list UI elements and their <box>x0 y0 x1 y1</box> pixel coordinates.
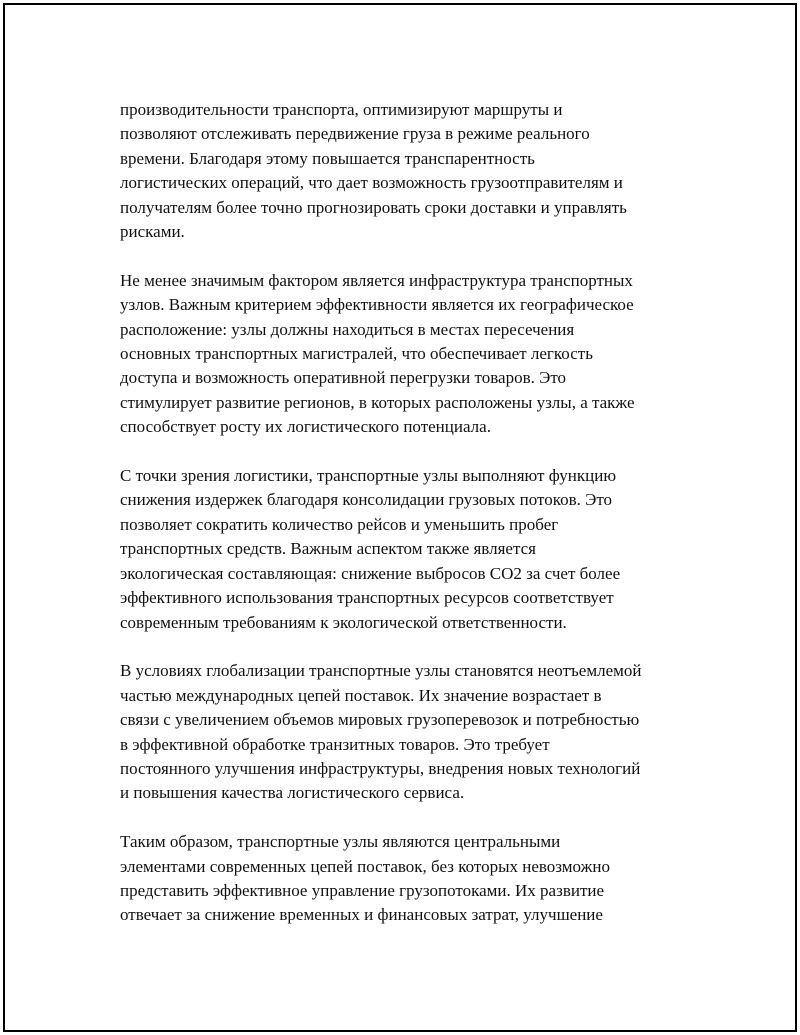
text-line: получателям более точно прогнозировать сроки доставки и управлять <box>120 197 627 217</box>
document-body <box>120 98 700 952</box>
text-line: современным требованиям к экологической ответственности. <box>120 612 567 632</box>
text-line: основных транспортных магистралей, что обеспечивает легкость <box>120 344 593 364</box>
text-line: частью международных цепей поставок. Их значение возрастает в <box>120 685 602 705</box>
text-line: рисками. <box>120 222 185 242</box>
paragraph-5 <box>120 830 700 928</box>
text-line: Таким образом, транспортные узлы являются центральными <box>120 832 561 852</box>
paragraph-3 <box>120 464 700 635</box>
text-line: транспортных средств. Важным аспектом также является <box>120 539 536 559</box>
text-line: расположение: узлы должны находиться в местах пересечения <box>120 319 575 339</box>
text-line: постоянного улучшения инфраструктуры, внедрения новых технологий <box>120 758 641 778</box>
text-line: времени. Благодаря этому повышается транспарентность <box>120 148 535 168</box>
text-line: снижения издержек благодаря консолидации грузовых потоков. Это <box>120 490 613 510</box>
page-frame <box>3 3 797 1032</box>
text-line: позволяют отслеживать передвижение груза в режиме реального <box>120 124 590 144</box>
text-line: узлов. Важным критерием эффективности является их географическое <box>120 295 634 315</box>
text-line: С точки зрения логистики, транспортные узлы выполняют функцию <box>120 466 617 486</box>
text-line: способствует росту их логистического потенциала. <box>120 417 491 437</box>
text-line: экологическая составляющая: снижение выбросов CO2 за счет более <box>120 563 621 583</box>
paragraph-1 <box>120 98 700 244</box>
text-line: отвечает за снижение временных и финансовых затрат, улучшение <box>120 905 603 925</box>
text-line: представить эффективное управление грузопотоками. Их развитие <box>120 880 605 900</box>
paragraph-4 <box>120 659 700 805</box>
text-line: позволяет сократить количество рейсов и уменьшить пробег <box>120 514 559 534</box>
paragraph-2 <box>120 269 700 440</box>
text-line: В условиях глобализации транспортные узлы становятся неотъемлемой <box>120 661 642 681</box>
text-line: элементами современных цепей поставок, без которых невозможно <box>120 856 610 876</box>
text-line: производительности транспорта, оптимизируют маршруты и <box>120 100 563 119</box>
text-line: связи с увеличением объемов мировых грузоперевозок и потребностью <box>120 710 640 730</box>
text-line: в эффективной обработке транзитных товаров. Это требует <box>120 734 550 754</box>
text-line: стимулирует развитие регионов, в которых расположены узлы, а также <box>120 392 635 412</box>
text-line: эффективного использования транспортных ресурсов соответствует <box>120 588 614 608</box>
text-line: и повышения качества логистического сервиса. <box>120 783 465 803</box>
text-line: логистических операций, что дает возможность грузоотправителям и <box>120 173 623 193</box>
text-line: Не менее значимым фактором является инфраструктура транспортных <box>120 270 633 290</box>
text-line: доступа и возможность оперативной перегрузки товаров. Это <box>120 368 567 388</box>
